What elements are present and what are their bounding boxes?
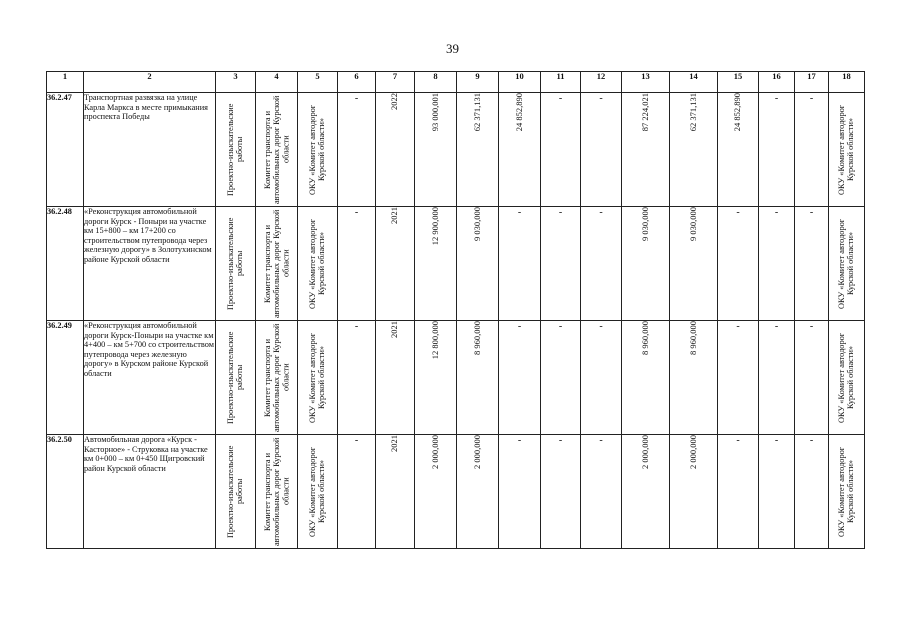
value-text: 8 960,000 <box>471 321 482 355</box>
work-type-text: Проектно-изыскательские работы <box>226 445 245 538</box>
table-row <box>47 93 865 207</box>
row-col15 <box>718 93 759 207</box>
value-text: 9 030,000 <box>639 207 650 241</box>
row-col11: - <box>541 321 581 435</box>
header-cell: 8 <box>415 72 457 93</box>
row-col18 <box>829 435 865 549</box>
row-name: «Реконструкция автомобильной дороги Курск - Поныри на участке км 15+800 – км 17+200 со строительством путепровода через железную дорогу» в Золотухинском районе Курской области <box>84 207 216 321</box>
row-code: 36.2.50 <box>47 435 84 549</box>
header-cell: 5 <box>298 72 338 93</box>
row-col8 <box>415 207 457 321</box>
header-cell: 15 <box>718 72 759 93</box>
row-work-type <box>216 435 256 549</box>
value-text: 62 371,131 <box>471 93 482 132</box>
header-cell: 14 <box>670 72 718 93</box>
row-col9 <box>457 435 499 549</box>
row-col12: - <box>581 435 622 549</box>
work-type-text: Проектно-изыскательские работы <box>226 103 245 196</box>
row-executor <box>298 93 338 207</box>
row-name: Автомобильная дорога «Курск - Касторное» - Струковка на участке км 0+000 – км 0+450 Щигровский район Курской области <box>84 435 216 549</box>
row-col8 <box>415 435 457 549</box>
row-work-type <box>216 93 256 207</box>
row-col6: - <box>338 321 376 435</box>
row-col13 <box>622 435 670 549</box>
table-row <box>47 321 865 435</box>
value-text: 9 030,000 <box>471 207 482 241</box>
row-executor <box>298 435 338 549</box>
year-text: 2021 <box>389 435 400 452</box>
row-code: 36.2.47 <box>47 93 84 207</box>
row-col14 <box>670 93 718 207</box>
row-col11: - <box>541 435 581 549</box>
row-col6: - <box>338 207 376 321</box>
row-code: 36.2.49 <box>47 321 84 435</box>
header-cell: 18 <box>829 72 865 93</box>
executor-text: ОКУ «Комитет автодорог Курской области» <box>308 446 327 537</box>
row-col18 <box>829 321 865 435</box>
row-col18 <box>829 93 865 207</box>
customer-text: Комитет транспорта и автомобильных дорог Курской области <box>262 437 291 546</box>
row-executor <box>298 321 338 435</box>
row-executor <box>298 207 338 321</box>
row-col9 <box>457 207 499 321</box>
header-cell: 6 <box>338 72 376 93</box>
row-code: 36.2.48 <box>47 207 84 321</box>
year-text: 2022 <box>389 93 400 110</box>
executor-text: ОКУ «Комитет автодорог Курской области» <box>308 332 327 423</box>
row-year <box>376 93 415 207</box>
value-text: 2 000,000 <box>429 435 440 469</box>
row-col17: - <box>795 207 829 321</box>
customer-text: Комитет транспорта и автомобильных дорог Курской области <box>262 323 291 432</box>
value-text: 2 000,000 <box>687 435 698 469</box>
executor-text: ОКУ «Комитет автодорог Курской области» <box>837 104 856 195</box>
value-text: 24 852,890 <box>732 93 743 132</box>
row-year <box>376 321 415 435</box>
row-col9 <box>457 321 499 435</box>
executor-text: ОКУ «Комитет автодорог Курской области» <box>308 218 327 309</box>
row-customer <box>256 435 298 549</box>
value-text: 9 030,000 <box>687 207 698 241</box>
value-text: 12 800,000 <box>429 321 440 360</box>
page-number: 39 <box>446 41 459 56</box>
row-year <box>376 435 415 549</box>
work-type-text: Проектно-изыскательские работы <box>226 217 245 310</box>
row-col16: - <box>759 435 795 549</box>
header-cell: 13 <box>622 72 670 93</box>
value-text: 8 960,000 <box>687 321 698 355</box>
row-col16: - <box>759 93 795 207</box>
row-col12: - <box>581 321 622 435</box>
row-customer <box>256 93 298 207</box>
row-work-type <box>216 207 256 321</box>
row-col13 <box>622 93 670 207</box>
row-col10: - <box>499 207 541 321</box>
header-cell: 4 <box>256 72 298 93</box>
row-col15: - <box>718 207 759 321</box>
row-col15: - <box>718 321 759 435</box>
row-col11: - <box>541 93 581 207</box>
executor-text: ОКУ «Комитет автодорог Курской области» <box>837 446 856 537</box>
row-name: Транспортная развязка на улице Карла Маркса в месте примыкания проспекта Победы <box>84 93 216 207</box>
row-year <box>376 207 415 321</box>
row-col8 <box>415 93 457 207</box>
row-col12: - <box>581 93 622 207</box>
table-row <box>47 207 865 321</box>
row-col14 <box>670 321 718 435</box>
row-col13 <box>622 207 670 321</box>
value-text: 8 960,000 <box>639 321 650 355</box>
row-col12: - <box>581 207 622 321</box>
year-text: 2021 <box>389 207 400 224</box>
row-customer <box>256 207 298 321</box>
row-customer <box>256 321 298 435</box>
row-col10 <box>499 93 541 207</box>
row-col16: - <box>759 207 795 321</box>
header-cell: 9 <box>457 72 499 93</box>
row-col14 <box>670 207 718 321</box>
value-text: 87 224,021 <box>639 93 650 132</box>
executor-text: ОКУ «Комитет автодорог Курской области» <box>308 104 327 195</box>
value-text: 24 852,890 <box>513 93 524 132</box>
value-text: 2 000,000 <box>471 435 482 469</box>
row-col16: - <box>759 321 795 435</box>
work-type-text: Проектно-изыскательские работы <box>226 331 245 424</box>
header-cell: 11 <box>541 72 581 93</box>
year-text: 2021 <box>389 321 400 338</box>
row-col17: - <box>795 435 829 549</box>
executor-text: ОКУ «Комитет автодорог Курской области» <box>837 218 856 309</box>
table-row <box>47 435 865 549</box>
row-col9 <box>457 93 499 207</box>
row-col17: - <box>795 321 829 435</box>
customer-text: Комитет транспорта и автомобильных дорог Курской области <box>262 209 291 318</box>
header-cell: 3 <box>216 72 256 93</box>
header-row <box>47 72 865 93</box>
customer-text: Комитет транспорта и автомобильных дорог Курской области <box>262 95 291 204</box>
row-col18 <box>829 207 865 321</box>
value-text: 93 000,001 <box>429 93 440 132</box>
header-cell: 12 <box>581 72 622 93</box>
header-cell: 2 <box>84 72 216 93</box>
executor-text: ОКУ «Комитет автодорог Курской области» <box>837 332 856 423</box>
row-col8 <box>415 321 457 435</box>
row-col6: - <box>338 435 376 549</box>
header-cell: 1 <box>47 72 84 93</box>
row-col10: - <box>499 321 541 435</box>
header-cell: 7 <box>376 72 415 93</box>
header-cell: 10 <box>499 72 541 93</box>
program-table <box>46 71 865 549</box>
row-col11: - <box>541 207 581 321</box>
row-col13 <box>622 321 670 435</box>
row-work-type <box>216 321 256 435</box>
row-name: «Реконструкция автомобильной дороги Курск-Поныри на участке км 4+400 – км 5+700 со строительством путепровода через железную дорогу» в Курском районе Курской области <box>84 321 216 435</box>
value-text: 12 900,000 <box>429 207 440 246</box>
row-col6: - <box>338 93 376 207</box>
value-text: 2 000,000 <box>639 435 650 469</box>
row-col15: - <box>718 435 759 549</box>
row-col17: - <box>795 93 829 207</box>
row-col10: - <box>499 435 541 549</box>
header-cell: 17 <box>795 72 829 93</box>
row-col14 <box>670 435 718 549</box>
value-text: 62 371,131 <box>687 93 698 132</box>
header-cell: 16 <box>759 72 795 93</box>
